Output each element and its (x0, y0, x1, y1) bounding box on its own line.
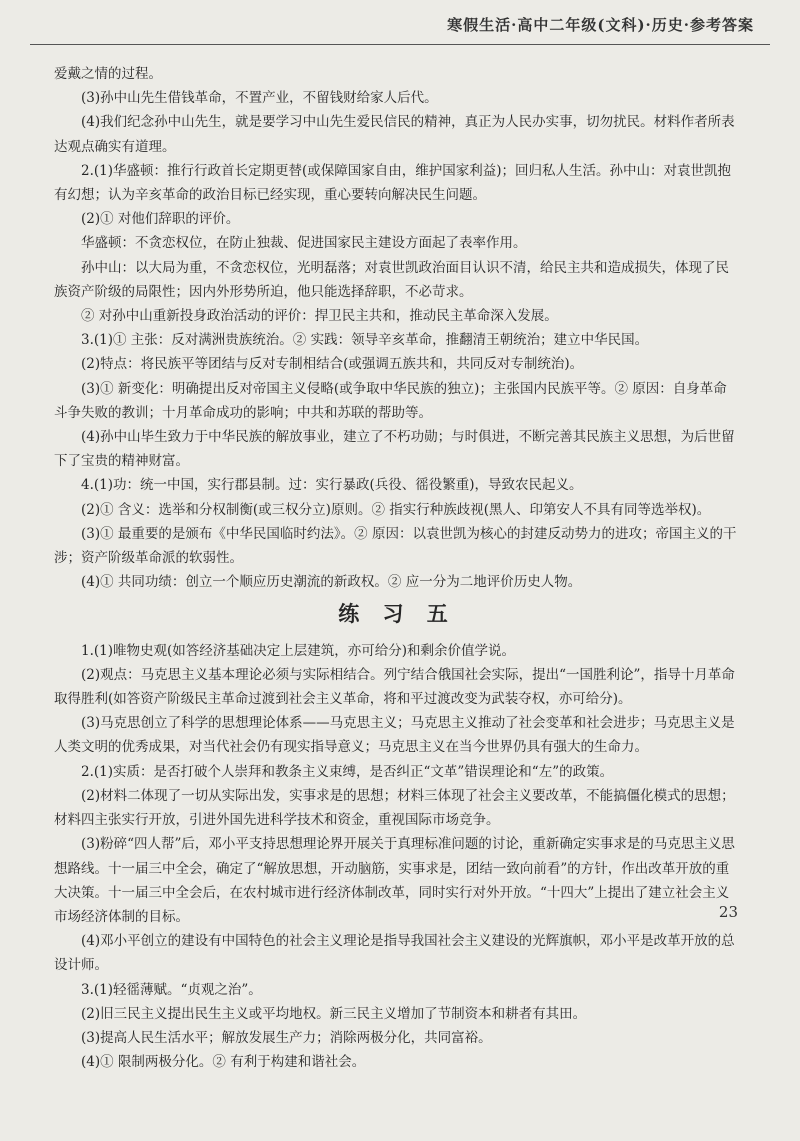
paragraph: (2)观点：马克思主义基本理论必须与实际相结合。列宁结合俄国社会实际，提出“一国胜利论”，指导十月革命取得胜利(如答资产阶级民主革命过渡到社会主义革命，将和平过渡改变为武装夺权，亦可给分)。 (54, 666, 735, 708)
paragraph: 华盛顿：不贪恋权位，在防止独裁、促进国家民主建设方面起了表率作用。 (81, 235, 527, 252)
header-divider (30, 44, 770, 45)
section-title: 练 习 五 (338, 602, 456, 627)
paragraph: (4)① 限制两极分化。② 有利于构建和谐社会。 (81, 1054, 366, 1071)
paragraph: 3.(1)① 主张：反对满洲贵族统治。② 实践：领导辛亥革命，推翻清王朝统治；建立中华民国。 (81, 332, 649, 349)
paragraph: 4.(1)功：统一中国，实行郡县制。过：实行暴政(兵役、徭役繁重)，导致农民起义。 (81, 477, 583, 494)
paragraph: 3.(1)轻徭薄赋。“贞观之治”。 (81, 981, 262, 998)
paragraph: (4)孙中山毕生致力于中华民族的解放事业，建立了不朽功勋；与时俱进，不断完善其民族主义思想，为后世留下了宝贵的精神财富。 (54, 429, 735, 470)
paragraph: (2)① 对他们辞职的评价。 (81, 211, 240, 228)
paragraph: ② 对孙中山重新投身政治活动的评价：捍卫民主共和，推动民主革命深入发展。 (81, 308, 558, 325)
paragraph: (4)邓小平创立的建设有中国特色的社会主义理论是指导我国社会主义建设的光辉旗帜，邓小平是改革开放的总设计师。 (54, 933, 735, 974)
paragraph: (4)① 共同功绩：创立一个顺应历史潮流的新政权。② 应一分为二地评价历史人物。 (81, 574, 582, 591)
paragraph: 孙中山：以大局为重，不贪恋权位，光明磊落；对袁世凯政治面目认识不清，给民主共和造成损失，体现了民族资产阶级的局限性；因内外形势所迫，他只能选择辞职，不必苛求。 (54, 259, 729, 300)
paragraph: (2)旧三民主义提出民生主义或平均地权。新三民主义增加了节制资本和耕者有其田。 (81, 1005, 587, 1022)
paragraph: (3)孙中山先生借钱革命，不置产业，不留钱财给家人后代。 (81, 90, 438, 107)
paragraph: (2)特点：将民族平等团结与反对专制相结合(或强调五族共和，共同反对专制统治)。 (81, 356, 584, 373)
paragraph: (3)马克思创立了科学的思想理论体系——马克思主义；马克思主义推动了社会变革和社会进步；马克思主义是人类文明的优秀成果，对当代社会仍有现实指导意义；马克思主义在当今世界仍具有强大的生命力。 (54, 715, 735, 756)
paragraph: (3)① 最重要的是颁布《中华民国临时约法》。② 原因：以袁世凯为核心的封建反动势力的进攻；帝国主义的干涉；资产阶级革命派的软弱性。 (54, 525, 737, 567)
page-number: 23 (718, 903, 738, 921)
paragraph: (4)我们纪念孙中山先生，就是要学习中山先生爱民信民的精神，真正为人民办实事，切勿扰民。材料作者所表达观点确实有道理。 (54, 114, 735, 155)
paragraph: (3)① 新变化：明确提出反对帝国主义侵略(或争取中华民族的独立)；主张国内民族平等。② 原因：自身革命斗争失败的教训；十月革命成功的影响；中共和苏联的帮助等。 (54, 380, 727, 421)
running-header: 寒假生活·高中二年级(文科)·历史·参考答案 (447, 16, 754, 34)
paragraph: 2.(1)实质：是否打破个人崇拜和教条主义束缚，是否纠正“文革”错误理论和“左”的政策。 (81, 763, 614, 780)
paragraph: 2.(1)华盛顿：推行行政首长定期更替(或保障国家自由，维护国家利益)；回归私人生活。孙中山：对袁世凯抱有幻想；认为辛亥革命的政治目标已经实现，重心要转向解决民生问题。 (54, 162, 732, 204)
paragraph: (2)① 含义：选举和分权制衡(或三权分立)原则。② 指实行种族歧视(黑人、印第安人不具有同等选举权)。 (81, 501, 711, 518)
paragraph: 1.(1)唯物史观(如答经济基础决定上层建筑，亦可给分)和剩余价值学说。 (81, 642, 516, 659)
paragraph: 爱戴之情的过程。 (54, 66, 162, 82)
answer-content (54, 62, 740, 1074)
paragraph: (3)粉碎“四人帮”后，邓小平支持思想理论界开展关于真理标准问题的讨论，重新确定实事求是的马克思主义思想路线。十一届三中全会，确定了“解放思想，开动脑筋，实事求是，团结一致向前看”的方针，作出改革开放的重大决策。十一届三中全会后，在农村城市进行经济体制改革，同时实行对外开放。“十四大”上提出了建立社会主义市场经济体制的目标。 (54, 836, 735, 925)
paragraph: (3)提高人民生活水平；解放发展生产力；消除两极分化，共同富裕。 (81, 1029, 492, 1046)
paragraph: (2)材料二体现了一切从实际出发，实事求是的思想；材料三体现了社会主义要改革，不能搞僵化模式的思想；材料四主张实行开放，引进外国先进科学技术和资金，重视国际市场竞争。 (54, 787, 735, 829)
